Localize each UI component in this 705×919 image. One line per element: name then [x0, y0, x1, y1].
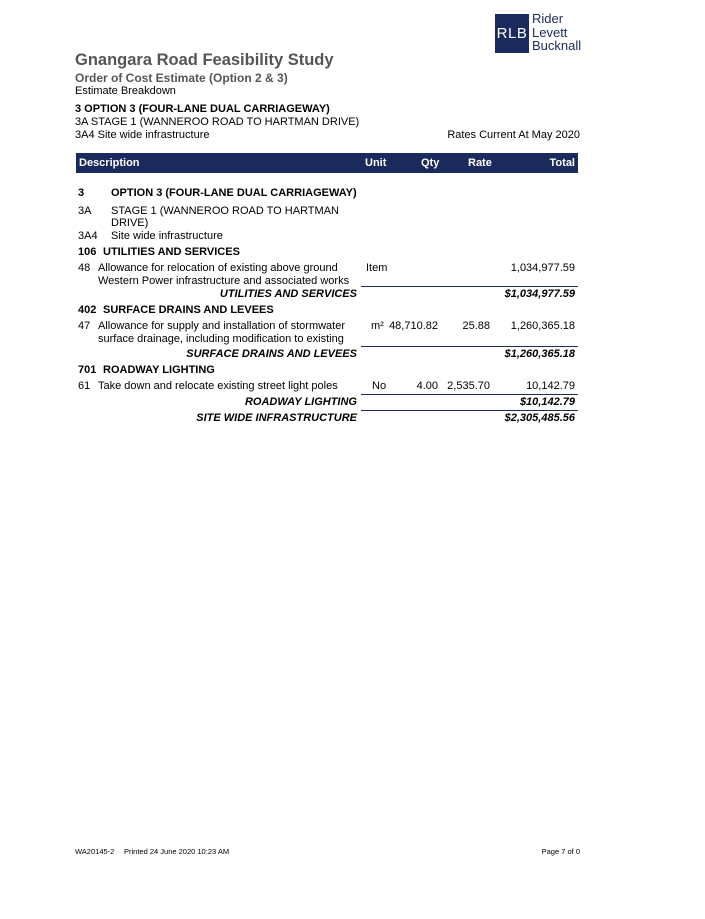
item-unit: Item: [366, 262, 388, 274]
section-title: ROADWAY LIGHTING: [103, 364, 215, 376]
grand-total-label: SITE WIDE INFRASTRUCTURE: [196, 412, 357, 424]
col-description: Description: [79, 157, 140, 169]
page-subtitle: Order of Cost Estimate (Option 2 & 3): [75, 71, 288, 85]
subtotal-label: UTILITIES AND SERVICES: [219, 288, 357, 300]
item-qty: 48,710.82: [389, 320, 438, 332]
section-code: 402: [78, 304, 97, 316]
subtotal-rule: [361, 346, 578, 347]
table-header: [76, 153, 578, 173]
item-total: 10,142.79: [526, 380, 575, 392]
subtotal-label: SURFACE DRAINS AND LEVEES: [186, 348, 357, 360]
item-description: Take down and relocate existing street light poles: [98, 380, 338, 392]
section-title: UTILITIES AND SERVICES: [103, 246, 240, 258]
item-total: 1,260,365.18: [510, 320, 575, 332]
col-qty: Qty: [421, 157, 440, 169]
subtotal-label: ROADWAY LIGHTING: [244, 396, 357, 408]
item-total: 1,034,977.59: [510, 262, 575, 274]
hier-code: 3A4: [78, 230, 98, 242]
footer-printed: Printed 24 June 2020 10:23 AM: [124, 847, 230, 856]
section-code: 106: [78, 246, 97, 258]
rlb-logo: RLB: [495, 14, 529, 53]
subtotal-value: $10,142.79: [519, 396, 575, 408]
subtotal-rule: [361, 286, 578, 287]
estimate-breakdown-label: Estimate Breakdown: [75, 85, 176, 97]
footer-page-number: Page 7 of 0: [541, 847, 580, 856]
item-description: Allowance for relocation of existing above ground: [98, 262, 338, 274]
section-title: SURFACE DRAINS AND LEVEES: [103, 304, 274, 316]
item-code: 61: [78, 380, 91, 392]
hier-code: 3: [78, 187, 85, 199]
stage-heading: 3A STAGE 1 (WANNEROO ROAD TO HARTMAN DRIVE): [75, 116, 360, 128]
col-rate: Rate: [468, 157, 492, 169]
item-unit: m²: [371, 320, 384, 332]
subtotal-value: $1,260,365.18: [504, 348, 575, 360]
section-code: 701: [78, 364, 97, 376]
item-rate: 25.88: [462, 320, 490, 332]
hier-text: STAGE 1 (WANNEROO ROAD TO HARTMAN: [111, 205, 339, 217]
logo-word-levett: Levett: [532, 24, 568, 40]
footer-ref: WA20145-2: [75, 847, 115, 856]
grand-total-rule: [361, 410, 578, 411]
rates-current-label: Rates Current At May 2020: [447, 129, 580, 141]
logo-wordmark: [532, 12, 581, 53]
hier-text: OPTION 3 (FOUR-LANE DUAL CARRIAGEWAY): [111, 187, 357, 199]
item-rate: 2,535.70: [447, 380, 490, 392]
hier-text: Site wide infrastructure: [111, 230, 223, 242]
item-qty: 4.00: [416, 380, 438, 392]
item-description-continued: surface drainage, including modification to existing: [98, 333, 344, 345]
subtotal-value: $1,034,977.59: [504, 288, 575, 300]
page-title: Gnangara Road Feasibility Study: [75, 51, 334, 69]
subtotal-rule: [361, 394, 578, 395]
item-code: 48: [78, 262, 91, 274]
site-heading: 3A4 Site wide infrastructure: [75, 129, 210, 141]
col-total: Total: [549, 157, 575, 169]
hier-code: 3A: [78, 205, 92, 217]
logo-word-rider: Rider: [532, 11, 564, 26]
grand-total-value: $2,305,485.56: [504, 412, 575, 424]
col-unit: Unit: [365, 157, 387, 169]
option-heading: 3 OPTION 3 (FOUR-LANE DUAL CARRIAGEWAY): [75, 103, 330, 115]
item-description-continued: Western Power infrastructure and associated works: [98, 275, 350, 287]
logo-word-bucknall: Bucknall: [532, 38, 582, 53]
item-unit: No: [372, 380, 387, 392]
item-description: Allowance for supply and installation of stormwater: [98, 320, 346, 332]
hier-text-continued: DRIVE): [111, 217, 149, 229]
item-code: 47: [78, 320, 91, 332]
